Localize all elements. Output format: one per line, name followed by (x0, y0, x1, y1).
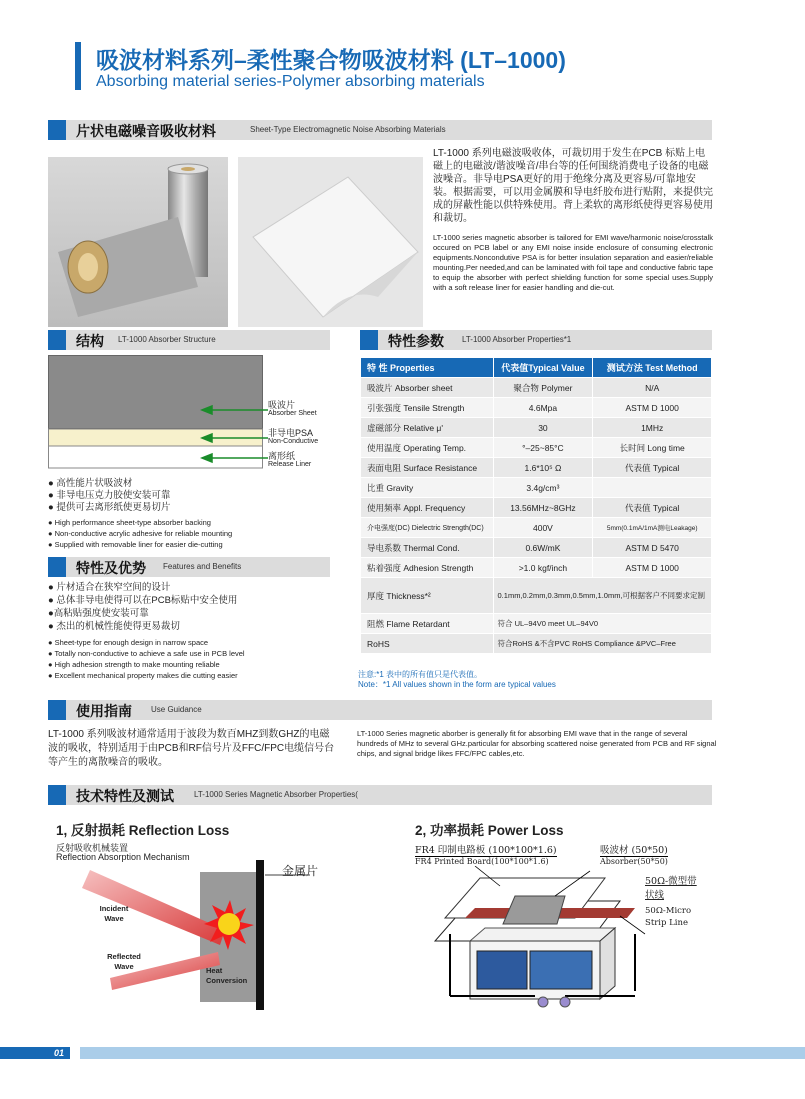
reflection-loss-title: 1, 反射损耗 Reflection Loss (56, 823, 230, 838)
cell-test-method: 代表值 Typical (593, 458, 712, 478)
cell-test-method (593, 478, 712, 498)
cell-test-method: 5mm(0.1mA/1mA测电Leakage) (593, 518, 712, 538)
structure-bullet: ● 高性能片状吸波材 (48, 478, 133, 489)
cell-value: 符合 UL–94V0 meet UL–94V0 (493, 614, 711, 634)
table-row (361, 518, 712, 538)
page-number: 01 (0, 1047, 70, 1059)
page-subtitle: Absorbing material series-Polymer absorbing materials (96, 73, 485, 90)
cell-property: 导电系数 Thermal Cond. (361, 538, 494, 558)
structure-bullet: ● 提供可去离形纸使更易切片 (48, 502, 171, 513)
feature-bullet: ● 总体非导电使得可以在PCB标贴中安全使用 (48, 595, 238, 606)
page-title: 吸波材料系列–柔性聚合物吸波材料 (LT–1000) (96, 47, 566, 73)
table-row (361, 478, 712, 498)
title-accent-bar (75, 42, 81, 90)
cell-label: 厚度 Thickness*² (361, 578, 494, 614)
section-marker (360, 330, 378, 350)
section-header-tech (48, 785, 712, 805)
section-title-en: LT-1000 Series Magnetic Absorber Properties( (194, 790, 358, 799)
section-title-cn: 使用指南 (76, 703, 132, 719)
feature-bullet: ● 片材适合在狭窄空间的设计 (48, 582, 171, 593)
cell-property: 粘着强度 Adhesion Strength (361, 558, 494, 578)
cell-typical-value: 聚合物 Polymer (493, 378, 593, 398)
guidance-text-en: LT-1000 Series magnetic aborber is generally fit for absorbing EMI wave that in the range of several hundreds of MHz to several GHz.particular for absorbing scattered noise generated from PCB and RF signal chips, and signal bridge likes FFC/FPC cables,etc. (357, 729, 717, 758)
label-absorber-cn: 吸波片 (268, 400, 296, 410)
feature-bullet-en: ● Excellent mechanical property makes die cutting easier (48, 671, 238, 680)
reflection-sub-en: Reflection Absorption Mechanism (56, 852, 190, 862)
feature-bullet-en: ● High adhesion strength to make mounting reliable (48, 660, 220, 669)
section-marker (48, 120, 66, 140)
section-header-sheet-type (48, 120, 712, 140)
table-row (361, 398, 712, 418)
cell-property: 吸波片 Absorber sheet (361, 378, 494, 398)
properties-table (360, 357, 712, 654)
section-title-en: LT-1000 Absorber Structure (118, 335, 216, 344)
header-properties: 特 性 Properties (361, 358, 494, 378)
cell-test-method: 代表值 Typical (593, 498, 712, 518)
fr4-board-cn: FR4 印制电路板 (100*100*1.6) (415, 842, 557, 857)
cell-typical-value: 30 (493, 418, 593, 438)
structure-bullet-en: ● High performance sheet-type absorber backing (48, 518, 211, 527)
section-header-properties (360, 330, 712, 350)
header-typical-value: 代表值Typical Value (493, 358, 593, 378)
power-loss-diagram (415, 866, 650, 1016)
section-marker (48, 330, 66, 350)
table-row (361, 558, 712, 578)
cell-property: 介电强度(DC) Dielectric Strength(DC) (361, 518, 494, 538)
table-row (361, 378, 712, 398)
label-absorber-en: Absorber Sheet (268, 410, 317, 417)
guidance-text-cn: LT-1000 系列吸波材通常适用于波段为数百MHZ到数GHZ的电磁波的吸收，特别适用于由PCB和RF信号片及FFC/FPC电缆信号台等产生的离散噪音的吸收。 (48, 729, 335, 768)
table-row (361, 418, 712, 438)
feature-bullet: ● 杰出的机械性能使得更易裁切 (48, 621, 180, 632)
section-header-guidance (48, 700, 712, 720)
cell-typical-value: 3.4g/cm³ (493, 478, 593, 498)
table-header-row (361, 358, 712, 378)
section-title-cn: 特性及优势 (76, 560, 146, 576)
reflection-sub-cn: 反射吸收机械装置 (56, 843, 129, 853)
product-photos (48, 157, 423, 327)
cell-property: 引张强度 Tensile Strength (361, 398, 494, 418)
section-marker (48, 700, 66, 720)
sheet-description-en: LT-1000 series magnetic absorber is tailored for EMI wave/harmonic noise/crosstalk occured on PCB label or any EMI noise inside enclosure of consuming electronic equipments.Noncondutive PSA is for better insulation separation and easier/reliable mounting.Per needed,and can be laminated with foil tape and conductive fabric tape to equip the absorber with perfect shielding function for some special uses.Supply with a soft release liner for easier handling and die-cut. (433, 233, 713, 292)
table-row-thickness (361, 578, 712, 614)
label-liner-en: Release Liner (268, 461, 312, 468)
cell-test-method: N/A (593, 378, 712, 398)
section-header-structure (48, 330, 330, 350)
section-title-cn: 特性参数 (388, 333, 444, 349)
section-title-en: Sheet-Type Electromagnetic Noise Absorbing Materials (250, 125, 446, 134)
reflected-wave-label: Reflected Wave (107, 952, 141, 971)
heat-conversion-label: Heat Conversion (206, 966, 248, 985)
cell-typical-value: 13.56MHz~8GHz (493, 498, 593, 518)
structure-bullet-en: ● Supplied with removable liner for easier die-cutting (48, 540, 223, 549)
section-title-en: Use Guidance (151, 705, 202, 714)
metal-plate (256, 860, 264, 1010)
cell-typical-value: 4.6Mpa (493, 398, 593, 418)
incident-wave-label: Incident Wave (99, 904, 129, 923)
feature-bullet: ●高粘贴强度使安装可靠 (48, 608, 149, 619)
metal-sheet-label: 金属片 (282, 864, 319, 878)
cell-label: RoHS (361, 634, 494, 654)
feature-bullet-en: ● Sheet-type for enough design in narrow space (48, 638, 209, 647)
cell-typical-value: >1.0 kgf/inch (493, 558, 593, 578)
power-loss-title: 2, 功率损耗 Power Loss (415, 823, 564, 838)
cell-property: 使用频率 Appl. Frequency (361, 498, 494, 518)
section-title-cn: 技术特性及测试 (76, 788, 174, 804)
table-row (361, 538, 712, 558)
structure-arrows (200, 400, 270, 470)
table-row (361, 498, 712, 518)
fr4-board-en: FR4 Printed Board(100*100*1.6) (415, 857, 549, 866)
cell-typical-value: 1.6*10⁵ Ω (493, 458, 593, 478)
sheet-description-cn: LT-1000 系列电磁波吸收体，可裁切用于发生在PCB 标贴上电磁上的电磁波/谐波噪音/串台等的任何围绕消费电子设备的电磁波噪音。非导电PSA更好的用于绝缘分离及更容易/可靠地安装。根据需要，可以用金属膜和导电纤胶布进行贴附，来提供完成的屏蔽性能以供特殊使用。背上柔软的离形纸使得更容易使用和裁切。 (433, 148, 713, 224)
cell-test-method: 长时间 Long time (593, 438, 712, 458)
section-marker (48, 557, 66, 577)
cell-typical-value: 0.6W/mK (493, 538, 593, 558)
section-title-cn: 片状电磁噪音吸收材料 (76, 123, 216, 139)
cell-typical-value: °–25~85°C (493, 438, 593, 458)
label-liner-cn: 离形纸 (268, 451, 296, 461)
cell-test-method: ASTM D 1000 (593, 398, 712, 418)
strip-line-en: 50Ω-Micro Strip Line (645, 906, 692, 928)
cell-property: 比重 Gravity (361, 478, 494, 498)
structure-bullet: ● 非导电压克力胶使安装可靠 (48, 490, 171, 501)
cell-test-method: ASTM D 5470 (593, 538, 712, 558)
section-title-en: LT-1000 Absorber Properties*1 (462, 335, 572, 344)
section-title-en: Features and Benefits (163, 562, 242, 571)
table-row-flame (361, 614, 712, 634)
cell-test-method: ASTM D 1000 (593, 558, 712, 578)
cell-value: 符合RoHS &不含PVC RoHS Compliance &PVC–Free (493, 634, 711, 654)
cell-test-method: 1MHz (593, 418, 712, 438)
feature-bullet-en: ● Totally non-conductive to achieve a safe use in PCB level (48, 649, 245, 658)
footer-bar (80, 1047, 805, 1059)
cell-value: 0.1mm,0.2mm,0.3mm,0.5mm,1.0mm,可根据客户不同要求定制 (493, 578, 711, 614)
cell-typical-value: 400V (493, 518, 593, 538)
cell-property: 表面电阻 Surface Resistance (361, 458, 494, 478)
cell-property: 虚磁部分 Relative μ' (361, 418, 494, 438)
reflection-diagram (70, 860, 370, 1010)
table-row (361, 438, 712, 458)
absorber-size-cn: 吸波材 (50*50) (600, 842, 668, 857)
header-test-method: 测试方法 Test Method (593, 358, 712, 378)
table-note-en: Note：*1 All values shown in the form are typical values (358, 680, 556, 689)
section-title-cn: 结构 (76, 333, 104, 349)
cell-label: 阻燃 Flame Retardant (361, 614, 494, 634)
section-header-features (48, 557, 330, 577)
table-row (361, 458, 712, 478)
strip-line-cn: 50Ω-微型带状线 (645, 876, 697, 901)
absorber-size-en: Absorber(50*50) (600, 857, 668, 866)
table-row-rohs (361, 634, 712, 654)
label-psa-cn: 非导电PSA (268, 428, 314, 438)
analyzer-screen (477, 951, 527, 989)
cell-property: 使用温度 Operating Temp. (361, 438, 494, 458)
structure-bullet-en: ● Non-conductive acrylic adhesive for reliable mounting (48, 529, 233, 538)
table-note-cn: 注意:*1 表中的所有值只是代表值。 (358, 670, 483, 679)
label-psa-en: Non-Conductive (268, 438, 319, 445)
section-marker (48, 785, 66, 805)
